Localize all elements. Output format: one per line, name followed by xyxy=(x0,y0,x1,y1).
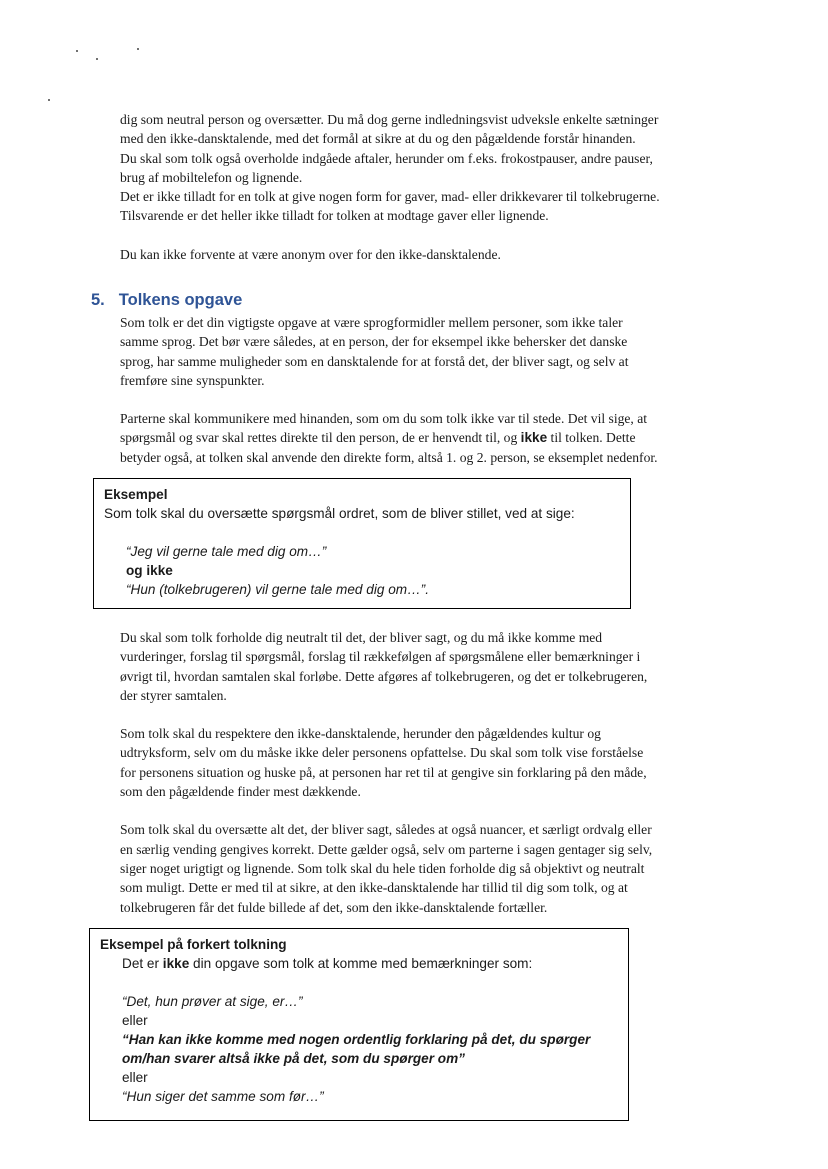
text-line: med den ikke-dansktalende, med det formål at sikre at du og den pågældende forstår hinanden. xyxy=(120,131,636,147)
text-segment: din opgave som tolk at komme med bemærkninger som: xyxy=(189,956,533,971)
wrong-quote: om/han svarer altså ikke på det, som du spørger om” xyxy=(122,1051,465,1066)
text-line: Som tolk skal du respektere den ikke-dansktalende, herunder den pågældendes kultur og xyxy=(120,726,601,742)
scan-speck xyxy=(76,50,78,52)
text-line: Du kan ikke forvente at være anonym over for den ikke-dansktalende. xyxy=(120,246,501,262)
scan-speck xyxy=(137,48,139,50)
wrong-quote: “Hun siger det samme som før…” xyxy=(122,1089,324,1104)
text-line: dig som neutral person og oversætter. Du må dog gerne indledningsvist udveksle enkelte sætninger xyxy=(120,112,659,127)
example-quote: “Jeg vil gerne tale med dig om…” xyxy=(126,544,327,559)
section-number: 5. xyxy=(91,291,105,309)
section-title: Tolkens opgave xyxy=(118,291,243,309)
text-line: vurderinger, forslag til spørgsmål, forslag til rækkefølgen af spørgsmålene eller bemærkninger i xyxy=(120,649,641,665)
text-line: betyder også, at tolken skal anvende den direkte form, altså 1. og 2. person, se eksemplet nedenfor. xyxy=(120,449,658,465)
scan-speck xyxy=(48,99,50,101)
text-line xyxy=(120,428,734,447)
example-title: Eksempel xyxy=(104,487,168,502)
example-intro: Som tolk skal du oversætte spørgsmål ordret, som de bliver stillet, ved at sige: xyxy=(104,506,575,521)
text-line: Som tolk skal du oversætte alt det, der bliver sagt, således at også nuancer, et særligt ordvalg eller xyxy=(120,822,652,838)
text-line: Parterne skal kommunikere med hinanden, som om du som tolk ikke var til stede. Det vil sige, at xyxy=(120,411,648,427)
emphasis-ikke: ikke xyxy=(520,430,548,446)
text-line: tolkebrugeren får det fulde billede af det, som den ikke-dansktalende fortæller. xyxy=(120,899,548,915)
text-line: Som tolk er det din vigtigste opgave at være sprogformidler mellem personer, som ikke taler xyxy=(120,315,623,330)
section-heading xyxy=(91,291,242,310)
text-segment: til tolken. Dette xyxy=(547,430,636,446)
text-line: samme sprog. Det bør være således, at en person, der for eksempel ikke behersker det danske xyxy=(120,334,628,350)
text-line: sprog, har samme muligheder som en dansktalende for at forstå det, der bliver sagt, og selv at xyxy=(120,353,629,369)
text-line: Du skal som tolk forholde dig neutralt til det, der bliver sagt, og du må ikke komme med xyxy=(120,630,603,645)
paragraph-conduct xyxy=(120,110,734,226)
wrong-example-title: Eksempel på forkert tolkning xyxy=(100,937,287,952)
wrong-example-intro xyxy=(100,954,618,973)
example-quote: “Hun (tolkebrugeren) vil gerne tale med dig om…”. xyxy=(126,582,429,597)
text-line: som muligt. Dette er med til at sikre, at den ikke-dansktalende har tillid til dig som tolk, og at xyxy=(120,880,628,896)
example-box xyxy=(93,478,631,609)
paragraph-task xyxy=(120,313,734,390)
wrong-connector: eller xyxy=(122,1070,148,1085)
paragraph-respect xyxy=(120,724,734,801)
wrong-example-box xyxy=(89,928,629,1121)
text-line: for personens situation og huske på, at personen har ret til at gengive sin forklaring på den måde, xyxy=(120,764,647,780)
wrong-quote: “Det, hun prøver at sige, er…” xyxy=(122,994,303,1009)
middle-text-block xyxy=(120,628,734,917)
wrong-quote: “Han kan ikke komme med nogen ordentlig forklaring på det, du spørger xyxy=(122,1032,591,1047)
top-text-block xyxy=(120,110,734,264)
section-text-block xyxy=(120,313,734,467)
text-line: der styrer samtalen. xyxy=(120,687,227,703)
text-line: udtryksform, selv om du måske ikke deler personens opfattelse. Du skal som tolk vise forståelse xyxy=(120,745,644,761)
text-line: siger noget urigtigt og lignende. Som tolk skal du hele tiden forholde dig så objektivt og neutralt xyxy=(120,860,645,876)
text-line: Du skal som tolk også overholde indgåede aftaler, herunder om f.eks. frokostpauser, andre pauser, xyxy=(120,150,653,166)
wrong-connector: eller xyxy=(122,1013,148,1028)
paragraph-neutrality xyxy=(120,628,734,705)
text-line: øvrigt til, hvordan samtalen skal forløbe. Dette afgøres af tolkebrugeren, og det er tolkebrugeren, xyxy=(120,668,648,684)
emphasis-ikke: ikke xyxy=(162,956,190,971)
text-line: en særlig vending gengives korrekt. Dette gælder også, selv om parterne i sagen gentager sig selv, xyxy=(120,841,653,857)
text-segment: Det er xyxy=(122,956,163,971)
text-line: som den pågældende finder mest dækkende. xyxy=(120,784,361,800)
text-line: brug af mobiltelefon og lignende. xyxy=(120,169,303,185)
text-line: Tilsvarende er det heller ikke tilladt for tolken at modtage gaver eller lignende. xyxy=(120,208,549,224)
example-connector: og ikke xyxy=(126,563,173,578)
paragraph-anonymity xyxy=(120,245,734,264)
text-line: Det er ikke tilladt for en tolk at give nogen form for gaver, mad- eller drikkevarer til tolkebrugerne. xyxy=(120,189,660,205)
text-segment: spørgsmål og svar skal rettes direkte til den person, de er henvendt til, og xyxy=(120,430,521,446)
scan-speck xyxy=(96,58,98,60)
text-line: fremføre sine synspunkter. xyxy=(120,372,265,388)
paragraph-parties xyxy=(120,409,734,467)
paragraph-translate-all xyxy=(120,820,734,916)
